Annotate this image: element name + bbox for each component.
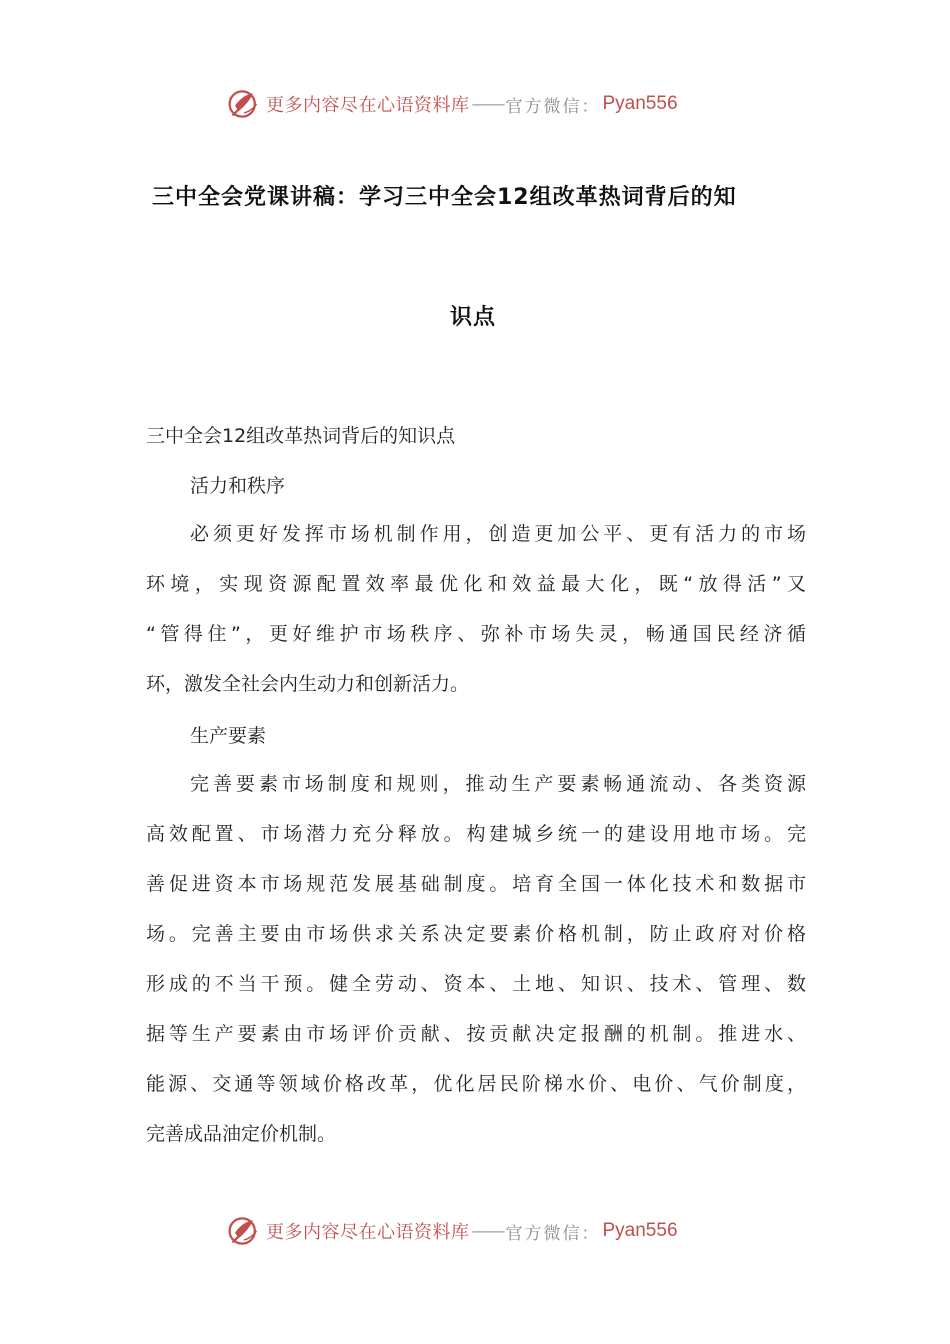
paragraph-line: 环，激发全社会内生动力和创新活力。	[146, 673, 470, 695]
paragraph-line: 环境，实现资源配置效率最优化和效益最大化，既“放得活”又	[146, 573, 806, 595]
paragraph-line: 完善要素市场制度和规则，推动生产要素畅通流动、各类资源	[190, 773, 806, 795]
paragraph-line: 善促进资本市场规范发展基础制度。培育全国一体化技术和数据市	[146, 873, 806, 895]
watermark-wechat-id: Pyan556	[602, 93, 678, 114]
paragraph-line: 形成的不当干预。健全劳动、资本、土地、知识、技术、管理、数	[146, 973, 806, 995]
document-title-line2: 识点	[450, 305, 497, 330]
pen-logo-icon	[226, 1213, 262, 1249]
watermark-label: 官方微信：	[505, 96, 601, 117]
watermark-brand: 更多内容尽在心语资料库	[266, 95, 470, 116]
paragraph-line: 高效配置、市场潜力充分释放。构建城乡统一的建设用地市场。完	[146, 823, 806, 845]
pen-logo-icon	[226, 86, 262, 122]
watermark-wechat-id: Pyan556	[602, 1220, 678, 1241]
watermark-dash: ——	[471, 93, 504, 115]
watermark-banner-bottom	[226, 1211, 746, 1251]
section-heading: 活力和秩序	[190, 475, 286, 497]
paragraph-line: 必须更好发挥市场机制作用，创造更加公平、更有活力的市场	[190, 523, 806, 545]
watermark-label: 官方微信：	[505, 1223, 601, 1244]
section-heading: 生产要素	[190, 725, 267, 747]
watermark-dash: ——	[471, 1220, 504, 1242]
paragraph-line: 场。完善主要由市场供求关系决定要素价格机制，防止政府对价格	[146, 923, 806, 945]
watermark-brand: 更多内容尽在心语资料库	[266, 1222, 470, 1243]
paragraph-line: “管得住”，更好维护市场秩序、弥补市场失灵，畅通国民经济循	[146, 623, 806, 645]
document-subtitle: 三中全会12组改革热词背后的知识点	[146, 425, 456, 447]
watermark-banner-top	[226, 84, 746, 124]
paragraph-line: 能源、交通等领域价格改革，优化居民阶梯水价、电价、气价制度，	[146, 1073, 806, 1095]
paragraph-line: 据等生产要素由市场评价贡献、按贡献决定报酬的机制。推进水、	[146, 1023, 806, 1045]
paragraph-line: 完善成品油定价机制。	[146, 1123, 337, 1145]
document-title-line1: 三中全会党课讲稿：学习三中全会12组改革热词背后的知	[152, 185, 737, 210]
section-paragraph	[146, 518, 806, 718]
section-paragraph	[146, 768, 806, 1168]
